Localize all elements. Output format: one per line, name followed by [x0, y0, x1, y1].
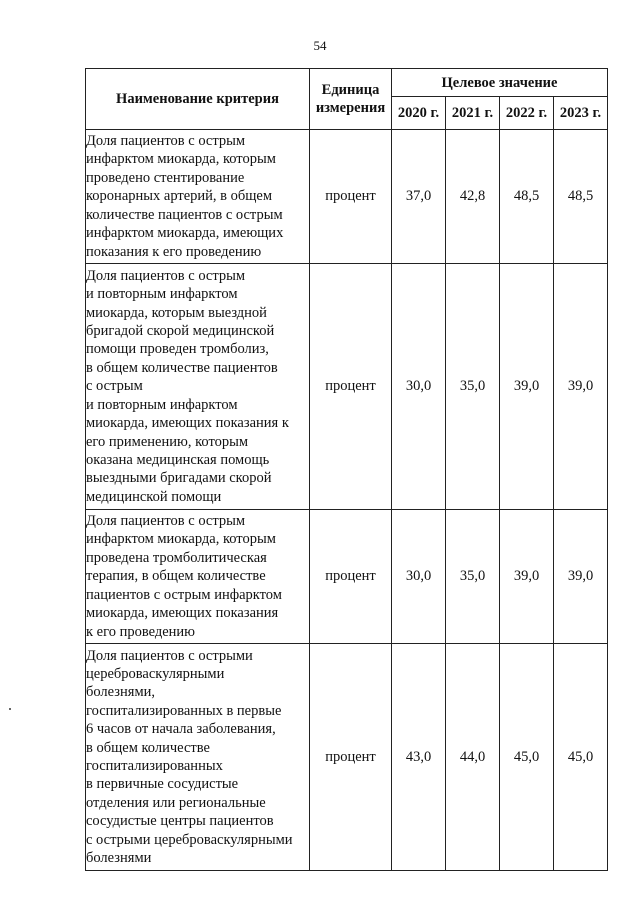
unit-cell: процент: [310, 264, 392, 510]
criterion-name: Доля пациентов с острым инфарктом миокарда, которым проведено стентирование коронарных артерий, в общем количестве пациентов с острым инфарктом миокарда, имеющих показания к его проведению: [86, 130, 310, 264]
scan-speck: [9, 708, 11, 710]
table-row: [86, 644, 608, 871]
value-2022: 39,0: [500, 510, 554, 644]
header-target-value: Целевое значение: [392, 69, 608, 97]
page-number: 54: [313, 38, 327, 53]
value-2023: 39,0: [554, 510, 608, 644]
table-row: [86, 510, 608, 644]
value-2021: 35,0: [446, 264, 500, 510]
criterion-name: Доля пациентов с острыми цереброваскулярными болезнями, госпитализированных в первые 6 часов от начала заболевания, в общем количестве госпитализированных в первичные сосудистые отделения или региональные сосудистые центры пациентов с острыми цереброваскулярными болезнями: [86, 644, 310, 871]
value-2021: 42,8: [446, 130, 500, 264]
value-2020: 37,0: [392, 130, 446, 264]
value-2021: 44,0: [446, 644, 500, 871]
value-2022: 45,0: [500, 644, 554, 871]
value-2023: 45,0: [554, 644, 608, 871]
unit-cell: процент: [310, 644, 392, 871]
header-year-2020: 2020 г.: [392, 97, 446, 130]
criteria-table: [85, 68, 608, 871]
header-year-2021: 2021 г.: [446, 97, 500, 130]
table-row: [86, 130, 608, 264]
header-unit: Единица измерения: [310, 69, 392, 130]
criterion-name: Доля пациентов с острым инфарктом миокарда, которым проведена тромболитическая терапия, в общем количестве пациентов с острым инфарктом миокарда, имеющих показания к его проведению: [86, 510, 310, 644]
value-2021: 35,0: [446, 510, 500, 644]
value-2023: 48,5: [554, 130, 608, 264]
value-2020: 30,0: [392, 510, 446, 644]
value-2022: 48,5: [500, 130, 554, 264]
header-year-2023: 2023 г.: [554, 97, 608, 130]
unit-cell: процент: [310, 510, 392, 644]
table-row: [86, 264, 608, 510]
unit-cell: процент: [310, 130, 392, 264]
value-2020: 30,0: [392, 264, 446, 510]
value-2022: 39,0: [500, 264, 554, 510]
value-2020: 43,0: [392, 644, 446, 871]
header-year-2022: 2022 г.: [500, 97, 554, 130]
criterion-name: Доля пациентов с острым и повторным инфарктом миокарда, которым выездной бригадой скорой медицинской помощи проведен тромболиз, в общем количестве пациентов с острым и повторным инфарктом миокарда, имеющих показания к его применению, которым оказана медицинская помощь выездными бригадами скорой медицинской помощи: [86, 264, 310, 510]
header-criterion-name: Наименование критерия: [86, 69, 310, 130]
value-2023: 39,0: [554, 264, 608, 510]
